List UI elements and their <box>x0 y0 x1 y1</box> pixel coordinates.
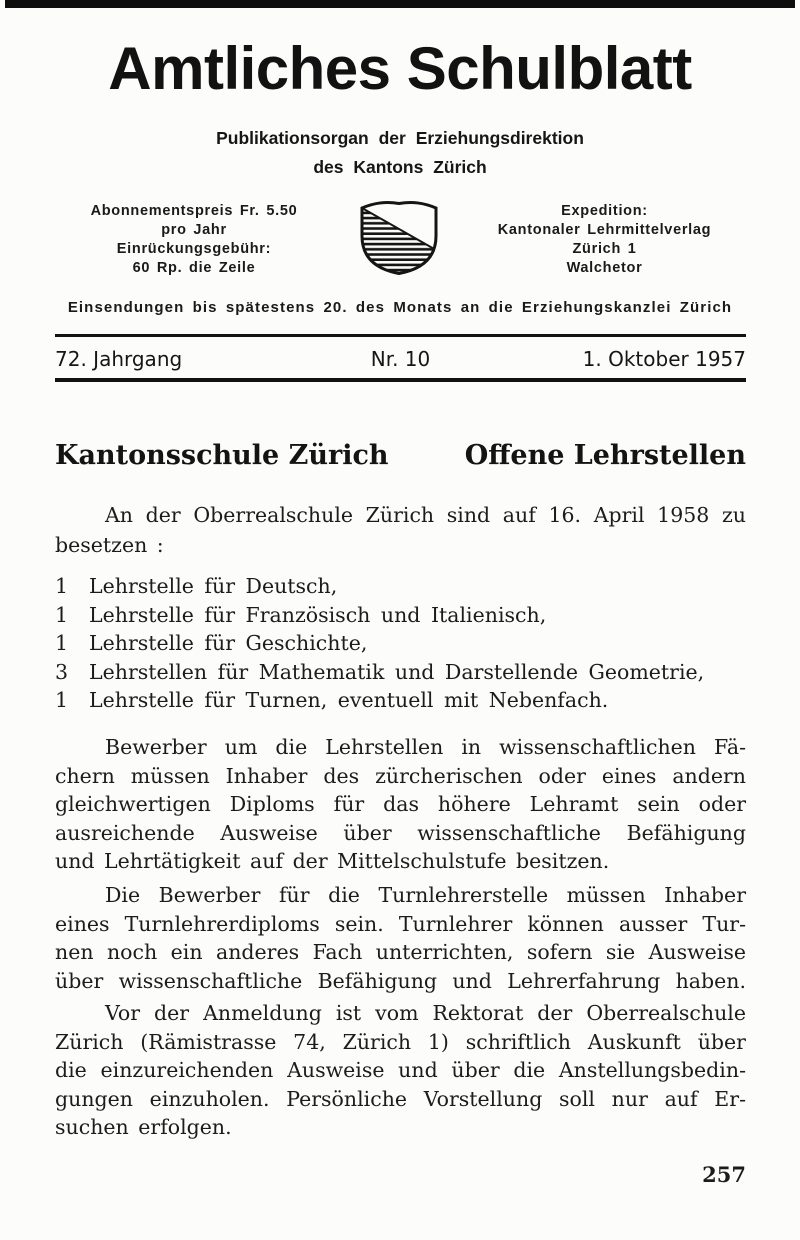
issue-volume: 72. Jahrgang <box>55 347 183 371</box>
expedition-publisher: Kantonaler Lehrmittelverlag <box>497 222 712 238</box>
vacancy-count: 1 <box>55 631 69 656</box>
body-line: gleichwertigen Diploms für das höhere Lehramt sein oder <box>55 792 746 816</box>
vacancy-list <box>55 572 746 715</box>
issue-number: Nr. 10 <box>370 347 431 371</box>
heading-kantonsschule: Kantonsschule Zürich <box>55 440 389 471</box>
subscription-period: pro Jahr <box>161 222 227 238</box>
body-line: gungen einzuholen. Persönliche Vorstellung soll nur auf Er- <box>55 1086 746 1111</box>
body-line: über wissenschaftliche Befähigung und Lehrerfahrung haben. <box>55 968 746 993</box>
vacancy-count: 3 <box>55 659 69 684</box>
expedition-city: Zürich 1 <box>572 241 637 257</box>
vacancy-text: Lehrstelle für Turnen, eventuell mit Nebenfach. <box>89 688 609 713</box>
body-line: und Lehrtätigkeit auf der Mittelschulstufe besitzen. <box>55 849 610 873</box>
subtitle-line-2: des Kantons Zürich <box>313 157 487 177</box>
expedition-info <box>462 202 747 278</box>
submission-notice: Einsendungen bis spätestens 20. des Monats an die Erziehungskanzlei Zürich <box>67 299 733 316</box>
issue-line <box>55 344 746 374</box>
body-line: suchen erfolgen. <box>55 1115 232 1139</box>
vacancy-text: Lehrstellen für Mathematik und Darstellende Geometrie, <box>89 659 705 684</box>
issue-rule-bottom <box>55 378 746 382</box>
insertion-fee-value: 60 Rp. die Zeile <box>132 260 256 276</box>
top-rule-bar <box>5 0 795 8</box>
subtitle-line-1: Publikationsorgan der Erziehungsdirektion <box>216 128 584 148</box>
page-number: 257 <box>702 1162 746 1187</box>
issue-rule-top <box>55 334 746 337</box>
body-line: die einzureichenden Ausweise und über die Anstellungsbedin- <box>55 1058 746 1082</box>
subscription-price: Abonnementspreis Fr. 5.50 <box>90 203 298 219</box>
subscription-info <box>58 202 330 278</box>
intro-line: An der Oberrealschule Zürich sind auf 16. April 1958 zu <box>105 503 746 527</box>
vacancy-text: Lehrstelle für Französisch und Italienisch, <box>89 602 547 627</box>
issue-date: 1. Oktober 1957 <box>582 347 746 371</box>
body-line: Vor der Anmeldung ist vom Rektorat der Oberrealschule <box>105 1001 746 1025</box>
list-item <box>55 686 746 715</box>
insertion-fee-label: Einrückungsgebühr: <box>116 241 272 257</box>
paragraph-anmeldung <box>55 999 746 1142</box>
list-item <box>55 572 746 601</box>
list-item <box>55 658 746 687</box>
paragraph-turnlehrer <box>55 881 746 995</box>
heading-offene-lehrstellen: Offene Lehrstellen <box>464 440 746 471</box>
list-item <box>55 629 746 658</box>
paragraph-requirements <box>55 733 746 876</box>
vacancy-text: Lehrstelle für Deutsch, <box>89 574 338 598</box>
vacancy-count: 1 <box>55 688 69 713</box>
expedition-location: Walchetor <box>566 260 643 276</box>
body-line: Die Bewerber für die Turnlehrerstelle müssen Inhaber <box>105 883 746 907</box>
body-line: eines Turnlehrerdiploms sein. Turnlehrer können ausser Tur- <box>55 911 746 936</box>
vacancy-text: Lehrstelle für Geschichte, <box>89 631 368 656</box>
intro-paragraph <box>55 500 746 560</box>
list-item <box>55 601 746 630</box>
body-line: nen noch ein anderes Fach unterrichten, sofern sie Ausweise <box>55 940 746 964</box>
masthead-subtitle <box>0 124 800 182</box>
body-line: Zürich (Rämistrasse 74, Zürich 1) schriftlich Auskunft über <box>55 1029 746 1054</box>
expedition-label: Expedition: <box>561 203 648 219</box>
vacancy-count: 1 <box>55 602 69 627</box>
article-headings <box>55 440 746 471</box>
body-line: ausreichende Ausweise über wissenschaftliche Befähigung <box>55 820 746 845</box>
body-line: Bewerber um die Lehrstellen in wissenschaftlichen Fä- <box>105 735 746 759</box>
vacancy-count: 1 <box>55 574 69 598</box>
masthead-title: Amtliches Schulblatt <box>108 35 692 102</box>
body-line: chern müssen Inhaber des zürcherischen oder eines andern <box>55 763 746 788</box>
intro-line: besetzen : <box>55 533 164 557</box>
zurich-coat-of-arms-icon <box>358 200 440 276</box>
